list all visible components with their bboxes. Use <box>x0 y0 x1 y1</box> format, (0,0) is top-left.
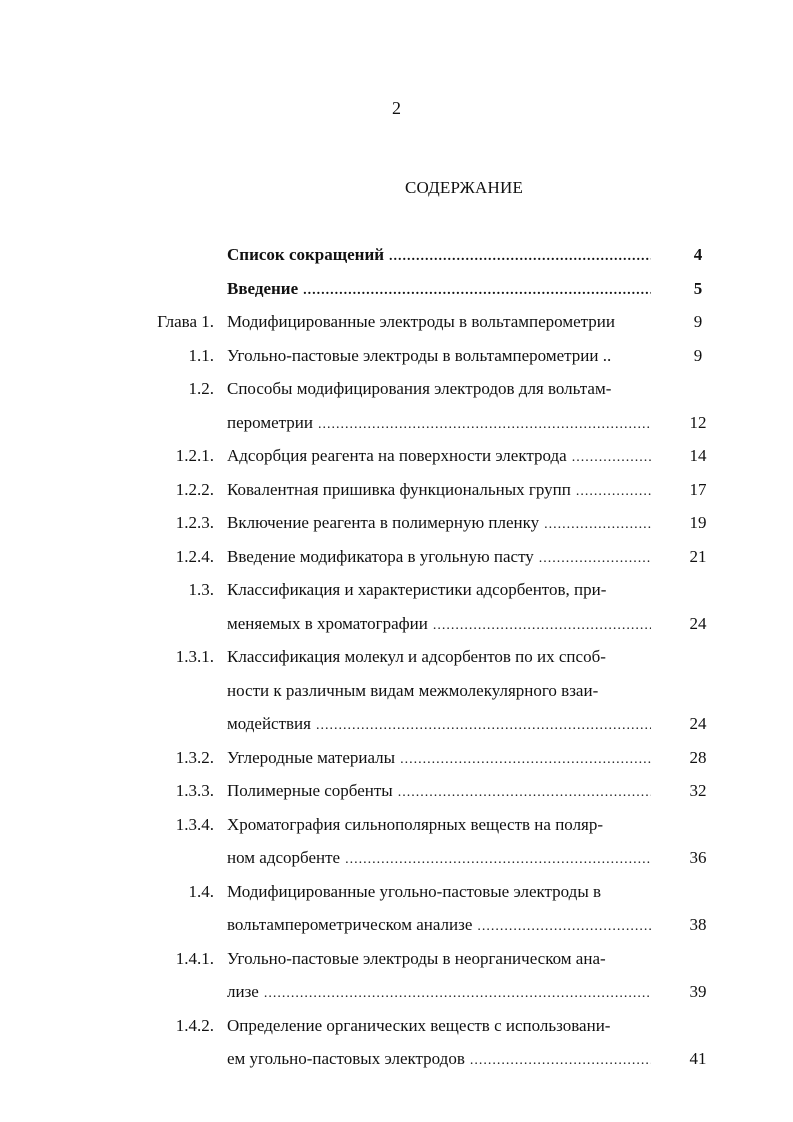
toc-entry-title-text: модействия <box>227 714 311 733</box>
dot-leader <box>316 709 651 741</box>
toc-entry-page: 41 <box>689 1049 707 1068</box>
toc-entry-page: 32 <box>689 781 707 800</box>
toc-entry-number: 1.3.4. <box>175 814 214 834</box>
toc-entry-page: 24 <box>689 714 707 733</box>
toc-entry-number: 1.2.4. <box>175 546 214 566</box>
toc-entry-title-line <box>227 506 651 540</box>
toc-entry-page: 17 <box>689 479 707 499</box>
toc-entry-title <box>227 741 651 775</box>
toc-entry-title-line <box>227 238 651 272</box>
toc-entry-title-line: Определение органических веществ с использовани- <box>227 1015 611 1035</box>
toc-entry-title-text: Ковалентная пришивка функциональных групп <box>227 479 571 499</box>
dot-leader <box>389 240 651 272</box>
toc-entry-page: 9 <box>693 345 703 365</box>
toc-entry-title-line <box>227 841 651 875</box>
toc-entry-page: 24 <box>689 613 707 633</box>
toc-entry-number: 1.2.1. <box>175 446 214 465</box>
toc-entry <box>0 808 793 875</box>
toc-entry-title-text: Углеродные материалы <box>227 747 396 767</box>
toc-entry <box>0 272 793 306</box>
toc-entry-title <box>227 339 651 373</box>
toc-entry-title-line <box>227 707 651 741</box>
toc-entry <box>0 573 793 640</box>
toc-entry-title-text: Адсорбция реагента на поверхности электрода <box>227 446 567 465</box>
toc-entry-title <box>227 238 651 272</box>
toc-entry-number: 1.2.2. <box>175 479 214 499</box>
toc-entry-title <box>227 305 651 339</box>
toc-entry-title <box>227 640 651 741</box>
toc-entry-title-line <box>227 774 651 808</box>
toc-entry-number: 1.3.2. <box>175 747 214 767</box>
toc-entry-title <box>227 774 651 808</box>
toc-entry-title-line <box>227 540 651 574</box>
toc-entry-number: 1.4.1. <box>175 948 214 968</box>
toc-entry-title <box>227 942 651 1009</box>
toc-entry-title-line <box>227 908 651 942</box>
toc-entry-title <box>227 540 651 574</box>
toc-entry-number: 1.3.3. <box>175 781 214 800</box>
toc-entry-title-line: ности к различным видам межмолекулярного взаи- <box>227 680 599 700</box>
toc-entry-title-text: ем угольно-пастовых электродов <box>227 1049 465 1068</box>
toc-entry-page: 36 <box>689 848 707 867</box>
toc-entry-title-line <box>227 607 651 641</box>
page-title: СОДЕРЖАНИЕ <box>404 178 524 197</box>
toc-entry-page: 9 <box>693 312 703 331</box>
toc-entry-page: 14 <box>689 446 707 465</box>
toc-entry <box>0 741 793 775</box>
toc-entry-title-line <box>227 272 651 306</box>
toc-entry-title-text: Введение <box>227 278 299 298</box>
toc-entry-title-text: Включение реагента в полимерную пленку <box>227 513 540 532</box>
toc-entry-title-line <box>227 1042 651 1076</box>
toc-entry-page: 5 <box>693 278 703 298</box>
toc-entry-title-line: Классификация и характеристики адсорбентов, при- <box>227 580 607 599</box>
toc-entry-number: 1.1. <box>188 345 214 365</box>
toc-entry <box>0 875 793 942</box>
toc-entry-title-line: Хроматография сильнополярных веществ на поляр- <box>227 814 604 834</box>
toc-entry-title-line <box>227 975 651 1009</box>
toc-entry-title-line: Угольно-пастовые электроды в неорганическом ана- <box>227 948 606 968</box>
toc-entry-page: 38 <box>689 915 707 934</box>
toc-entry <box>0 540 793 574</box>
dot-leader <box>544 508 651 540</box>
dot-leader <box>303 274 651 306</box>
dot-leader <box>539 542 651 574</box>
toc-entry-number: 1.4. <box>188 881 214 901</box>
toc-entry-title-text: Список сокращений <box>227 245 385 264</box>
toc-entry-title <box>227 272 651 306</box>
toc-entry-page: 19 <box>689 513 707 532</box>
toc-entry-title-line: Модифицированные угольно-пастовые электроды в <box>227 881 602 901</box>
dot-leader <box>398 776 651 808</box>
toc-entry-title <box>227 808 651 875</box>
toc-entry-page: 4 <box>693 245 703 264</box>
page-number: 2 <box>392 98 401 118</box>
toc-entry-page: 21 <box>689 546 707 566</box>
dot-leader <box>345 843 651 875</box>
toc-entry-title-line: Угольно-пастовые электроды в вольтамперометрии .. <box>227 345 612 365</box>
toc-entry-title-line: Способы модифицирования электродов для вольтам- <box>227 379 612 398</box>
toc-entry-title-text: ном адсорбенте <box>227 848 341 867</box>
toc-entry <box>0 305 793 339</box>
toc-entry-title <box>227 1009 651 1076</box>
toc-entry-title <box>227 372 651 439</box>
toc-entry-title <box>227 439 651 473</box>
toc-entry-title-line <box>227 741 651 775</box>
toc-entry-number: Глава 1. <box>157 312 214 331</box>
toc-entry <box>0 473 793 507</box>
toc-entry-title <box>227 573 651 640</box>
toc-entry <box>0 372 793 439</box>
toc-entry-number: 1.4.2. <box>175 1015 214 1035</box>
toc-entry-number: 1.3. <box>188 580 214 599</box>
toc-entry-title-text: вольтамперометрическом анализе <box>227 915 473 934</box>
toc-entry <box>0 774 793 808</box>
toc-entry-title-text: меняемых в хроматографии <box>227 613 428 633</box>
toc-entry <box>0 640 793 741</box>
toc-entry-title-text: Полимерные сорбенты <box>227 781 393 800</box>
toc-entry <box>0 1009 793 1076</box>
toc-entry <box>0 942 793 1009</box>
toc-entry-number: 1.2. <box>188 379 214 398</box>
toc-entry-title-line: Модифицированные электроды в вольтамперометрии <box>227 312 615 331</box>
toc-entry <box>0 506 793 540</box>
toc-entry-number: 1.2.3. <box>175 513 214 532</box>
toc-entry-title-text: лизе <box>227 982 259 1001</box>
dot-leader <box>264 977 651 1009</box>
toc-entry <box>0 439 793 473</box>
toc-entry <box>0 238 793 272</box>
dot-leader <box>433 609 651 641</box>
dot-leader <box>477 910 651 942</box>
toc-entry-title <box>227 506 651 540</box>
toc-entry-title-text: перометрии <box>227 412 313 432</box>
dot-leader <box>400 743 651 775</box>
toc-entry-title <box>227 473 651 507</box>
toc-entry-page: 39 <box>689 982 707 1001</box>
dot-leader <box>318 408 651 440</box>
toc-entry-title-line <box>227 473 651 507</box>
dot-leader <box>576 475 651 507</box>
toc-entry-title-line <box>227 406 651 440</box>
toc-entry-title-line: Классификация молекул и адсорбентов по их спсоб- <box>227 647 606 666</box>
toc-entry-title-line <box>227 439 651 473</box>
toc-entry-page: 28 <box>689 747 707 767</box>
toc-entry-title <box>227 875 651 942</box>
dot-leader <box>572 441 651 473</box>
toc-entry-number: 1.3.1. <box>175 647 214 666</box>
dot-leader <box>470 1044 651 1076</box>
toc-entry-page: 12 <box>689 412 707 432</box>
toc-entry <box>0 339 793 373</box>
toc-entry-title-text: Введение модификатора в угольную пасту <box>227 546 534 566</box>
